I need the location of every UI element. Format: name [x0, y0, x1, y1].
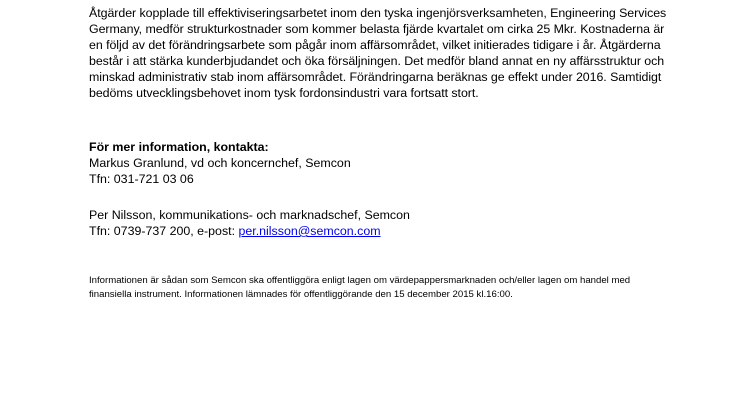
body-line: minskad administrativ stab inom affärsområdet. Förändringarna beräknas ge effekt under 2016. Samtidigt	[89, 70, 662, 84]
body-line: en följd av det förändringsarbete som pågår inom affärsområdet, vilket initierades tidigare i år. Åtgärderna	[89, 38, 661, 52]
contact-name-ceo: Markus Granlund, vd och koncernchef, Semcon	[89, 156, 351, 170]
email-link[interactable]: per.nilsson@semcon.com	[238, 224, 381, 238]
contact-name-comms: Per Nilsson, kommunikations- och marknadschef, Semcon	[89, 208, 410, 222]
contact-phone-comms: Tfn: 0739-737 200, e-post:	[89, 224, 239, 238]
body-line: bedöms utvecklingsbehovet inom tysk fordonsindustri vara fortsatt stort.	[89, 86, 479, 100]
contact-secondary	[89, 207, 410, 239]
body-line: Åtgärder kopplade till effektiviseringsarbetet inom den tyska ingenjörsverksamheten, Engineering Services	[89, 6, 667, 20]
legal-footnote	[89, 274, 689, 302]
contact-phone-email-line	[89, 223, 410, 239]
contact-primary	[89, 139, 351, 187]
body-line: består i att stärka kunderbjudandet och öka försäljningen. Det medför bland annat en ny affärsstruktur och	[89, 54, 665, 68]
footnote-line: finansiella instrument. Informationen lämnades för offentliggörande den 15 december 2015 kl.16:00.	[89, 289, 513, 300]
contact-phone-ceo: Tfn: 031-721 03 06	[89, 172, 194, 186]
body-line: Germany, medför strukturkostnader som kommer belasta fjärde kvartalet om cirka 25 Mkr. Kostnaderna är	[89, 22, 665, 36]
footnote-line: Informationen är sådan som Semcon ska offentliggöra enligt lagen om värdepappersmarknaden och/eller lagen om handel med	[89, 275, 631, 286]
body-paragraph	[89, 5, 689, 101]
contact-heading: För mer information, kontakta:	[89, 140, 269, 154]
